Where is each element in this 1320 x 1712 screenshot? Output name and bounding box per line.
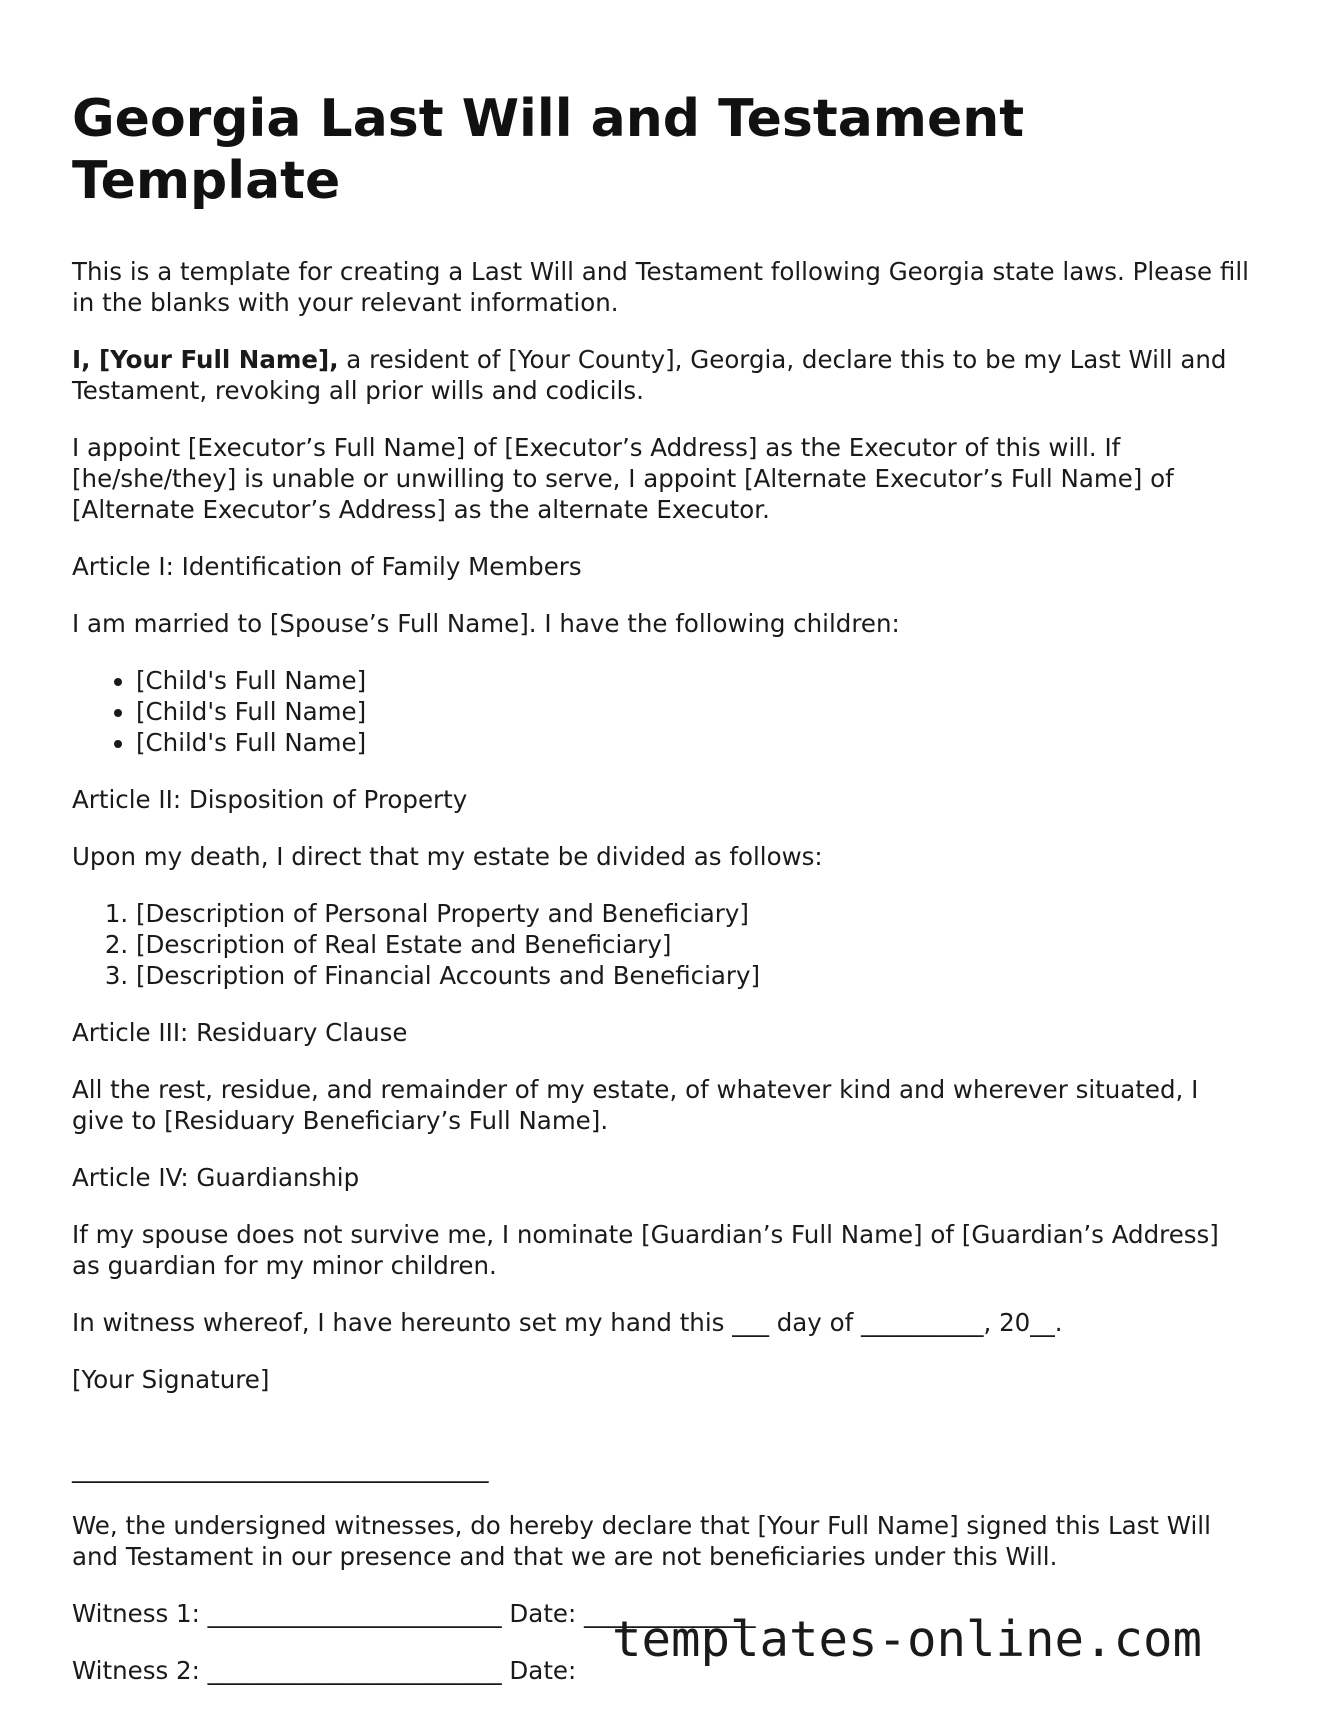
list-item: 2. [Description of Real Estate and Beneficiary] bbox=[136, 929, 1252, 960]
list-item: • [Child's Full Name] bbox=[136, 696, 1252, 727]
declaration-text: a resident of [Your County], Georgia, declare this to be my Last Will and Testament, revoking all prior wills and codicils. bbox=[72, 345, 1227, 405]
article4-text: If my spouse does not survive me, I nominate [Guardian’s Full Name] of [Guardian’s Address] as guardian for my minor children. bbox=[72, 1220, 1219, 1280]
article1-text: I am married to [Spouse’s Full Name]. I have the following children: bbox=[72, 609, 900, 638]
declaration-paragraph bbox=[72, 344, 1252, 406]
executor-paragraph: I appoint [Executor’s Full Name] of [Executor’s Address] as the Executor of this will. If [he/she/they] is unable or unwilling to serve, I appoint [Alternate Executor’s Full Name] of [Alternate Executor’s Address] as the alternate Executor. bbox=[72, 433, 1174, 524]
signature-label: [Your Signature] bbox=[72, 1365, 270, 1394]
watermark-text: templates-online.com bbox=[612, 1611, 1203, 1668]
property-list bbox=[72, 898, 1252, 991]
list-item: • [Child's Full Name] bbox=[136, 727, 1252, 758]
article2-heading: Article II: Disposition of Property bbox=[72, 785, 468, 814]
children-list bbox=[72, 665, 1252, 758]
article4-heading: Article IV: Guardianship bbox=[72, 1163, 360, 1192]
signature-gap bbox=[72, 1421, 1252, 1453]
intro-paragraph: This is a template for creating a Last Will and Testament following Georgia state laws. Please fill in the blanks with your relevant information. bbox=[72, 257, 1249, 317]
list-item: • [Child's Full Name] bbox=[136, 665, 1252, 696]
witness2-line: Witness 2: ________________________ Date: bbox=[72, 1656, 577, 1685]
article1-heading: Article I: Identification of Family Members bbox=[72, 552, 582, 581]
signature-line: __________________________________ bbox=[72, 1454, 489, 1483]
witness-clause: In witness whereof, I have hereunto set my hand this ___ day of __________, 20__. bbox=[72, 1308, 1063, 1337]
witness1-line: Witness 1: ________________________ Date: ______________ bbox=[72, 1599, 756, 1628]
article3-text: All the rest, residue, and remainder of my estate, of whatever kind and wherever situated, I give to [Residuary Beneficiary’s Full Name]. bbox=[72, 1075, 1199, 1135]
article2-text: Upon my death, I direct that my estate be divided as follows: bbox=[72, 842, 823, 871]
list-item: 3. [Description of Financial Accounts and Beneficiary] bbox=[136, 960, 1252, 991]
article3-heading: Article III: Residuary Clause bbox=[72, 1018, 408, 1047]
list-item: 1. [Description of Personal Property and Beneficiary] bbox=[136, 898, 1252, 929]
document-page bbox=[72, 88, 1252, 1712]
document-title: Georgia Last Will and Testament Template bbox=[72, 89, 1025, 211]
declaration-bold: I, [Your Full Name], bbox=[72, 345, 339, 374]
witness-declaration: We, the undersigned witnesses, do hereby declare that [Your Full Name] signed this Last Will and Testament in our presence and that we are not beneficiaries under this Will. bbox=[72, 1511, 1211, 1571]
